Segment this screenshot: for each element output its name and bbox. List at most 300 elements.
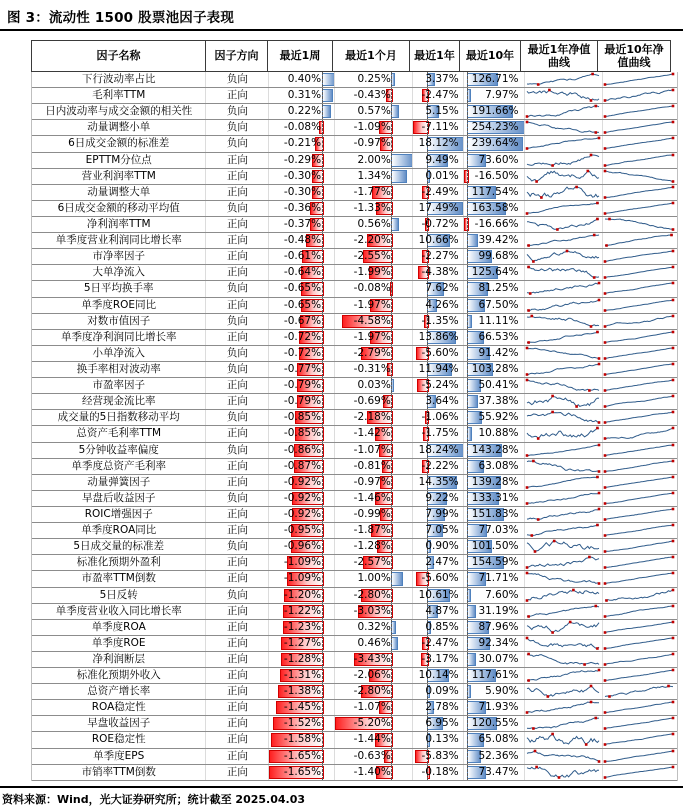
value-text: 163.58%	[471, 201, 519, 214]
table-row	[32, 217, 677, 233]
factor-name-cell: 市销率TTM倒数	[32, 765, 206, 780]
header-last-1y: 最近1年	[409, 40, 460, 72]
nav-sparkline-1y	[525, 330, 601, 345]
nav-sparkline-1y-cell	[525, 475, 603, 490]
value-text: 0.13%	[425, 733, 459, 746]
value-text: 5.90%	[485, 685, 519, 698]
value-text: -0.64%	[283, 266, 322, 279]
last-1y-cell	[413, 507, 464, 522]
table-row	[32, 281, 677, 297]
value-text: -0.72%	[283, 346, 322, 359]
nav-sparkline-1y-cell	[525, 314, 603, 329]
nav-sparkline-10y-cell	[603, 362, 677, 377]
last-1w-cell	[269, 652, 335, 667]
nav-sparkline-1y	[525, 185, 601, 200]
value-text: 52.36%	[478, 749, 519, 762]
nav-sparkline-10y	[603, 765, 675, 780]
value-text: 65.08%	[478, 733, 519, 746]
last-1w-cell	[269, 620, 335, 635]
factor-name-cell: 单季度EPS	[32, 749, 206, 764]
nav-sparkline-1y-cell	[525, 298, 603, 313]
last-1m-cell	[335, 217, 413, 232]
factor-name-cell: 标准化预期外收入	[32, 668, 206, 683]
value-text: -16.66%	[474, 217, 519, 230]
value-text: -0.48%	[283, 234, 322, 247]
factor-name-cell: 单季度ROE	[32, 636, 206, 651]
nav-sparkline-1y-cell	[525, 265, 603, 280]
table-row	[32, 636, 677, 652]
value-text: -0.30%	[283, 185, 322, 198]
last-1y-cell	[413, 684, 464, 699]
factor-direction-cell: 正向	[206, 298, 269, 313]
value-text: -0.18%	[421, 765, 459, 778]
nav-sparkline-1y-cell	[525, 120, 603, 135]
last-1w-cell	[269, 588, 335, 603]
value-text: -1.99%	[353, 266, 391, 279]
factor-direction-cell: 正向	[206, 459, 269, 474]
factor-name-cell: 下行波动率占比	[32, 72, 206, 87]
last-1w-cell	[269, 459, 335, 474]
nav-sparkline-10y-cell	[603, 169, 677, 184]
nav-sparkline-10y-cell	[603, 684, 677, 699]
value-text: 133.31%	[471, 491, 519, 504]
nav-sparkline-10y	[603, 346, 675, 361]
nav-sparkline-10y	[603, 652, 675, 667]
last-1w-cell	[269, 684, 335, 699]
factor-direction-cell: 正向	[206, 249, 269, 264]
factor-direction-cell: 负向	[206, 443, 269, 458]
value-text: 0.31%	[287, 89, 322, 102]
nav-sparkline-10y	[603, 620, 675, 635]
factor-direction-cell: 正向	[206, 620, 269, 635]
value-text: -0.29%	[283, 153, 322, 166]
value-text: -1.44%	[353, 733, 391, 746]
factor-name-cell: 单季度ROA同比	[32, 523, 206, 538]
value-text: -2.55%	[353, 250, 391, 263]
value-text: 13.86%	[418, 330, 459, 343]
value-text: -2.80%	[353, 685, 391, 698]
last-10y-cell	[464, 443, 526, 458]
factor-name-cell: 6日成交金额的标准差	[32, 136, 206, 151]
factor-direction-cell: 正向	[206, 604, 269, 619]
last-1w-cell	[269, 539, 335, 554]
nav-sparkline-1y-cell	[525, 330, 603, 345]
factor-name-cell: 动量弹簧因子	[32, 475, 206, 490]
value-text: -0.92%	[283, 475, 322, 488]
header-last-10y: 最近10年	[459, 40, 521, 72]
value-text: 18.12%	[418, 137, 459, 150]
factor-direction-cell: 正向	[206, 636, 269, 651]
last-1w-cell	[269, 378, 335, 393]
last-1m-cell	[335, 104, 413, 119]
value-text: 50.41%	[478, 379, 519, 392]
factor-name-cell: 对数市值因子	[32, 314, 206, 329]
last-10y-cell	[464, 298, 526, 313]
value-text: -5.20%	[353, 717, 391, 730]
value-text: 117.61%	[471, 669, 519, 682]
nav-sparkline-10y	[603, 507, 675, 522]
value-text: -1.75%	[421, 427, 459, 440]
value-text: -4.58%	[353, 314, 391, 327]
table-row	[32, 620, 677, 636]
factor-direction-cell: 负向	[206, 120, 269, 135]
last-1w-cell	[269, 410, 335, 425]
nav-sparkline-10y	[603, 298, 675, 313]
nav-sparkline-1y	[525, 620, 601, 635]
value-text: -0.92%	[283, 507, 322, 520]
table-row	[32, 104, 677, 120]
factor-direction-cell: 负向	[206, 136, 269, 151]
factor-name-cell: 单季度净利润同比增长率	[32, 330, 206, 345]
nav-sparkline-1y-cell	[525, 136, 603, 151]
nav-sparkline-1y-cell	[525, 394, 603, 409]
factor-name-cell: 大单净流入	[32, 265, 206, 280]
table-row	[32, 394, 677, 410]
value-text: -0.85%	[283, 411, 322, 424]
nav-sparkline-1y	[525, 394, 601, 409]
factor-name-cell: 单季度营业收入同比增长率	[32, 604, 206, 619]
last-1y-cell	[413, 88, 464, 103]
nav-sparkline-10y-cell	[603, 491, 677, 506]
nav-sparkline-1y-cell	[525, 636, 603, 651]
nav-sparkline-10y	[603, 314, 675, 329]
table-row	[32, 539, 677, 555]
factor-direction-cell: 正向	[206, 523, 269, 538]
last-1y-cell	[413, 652, 464, 667]
value-text: 14.35%	[418, 475, 459, 488]
nav-sparkline-1y-cell	[525, 459, 603, 474]
last-10y-cell	[464, 475, 526, 490]
factor-direction-cell: 正向	[206, 153, 269, 168]
last-1y-cell	[413, 636, 464, 651]
value-text: 0.57%	[357, 105, 391, 118]
table-row	[32, 201, 677, 217]
table-row	[32, 362, 677, 378]
factor-direction-cell: 正向	[206, 378, 269, 393]
last-10y-cell	[464, 604, 526, 619]
value-text: -1.09%	[283, 572, 322, 585]
nav-sparkline-10y	[603, 749, 675, 764]
nav-sparkline-1y-cell	[525, 700, 603, 715]
nav-sparkline-10y-cell	[603, 620, 677, 635]
value-text: 63.08%	[478, 459, 519, 472]
nav-sparkline-10y-cell	[603, 233, 677, 248]
table-row	[32, 507, 677, 523]
nav-sparkline-1y	[525, 153, 601, 168]
last-10y-cell	[464, 314, 526, 329]
nav-sparkline-10y	[603, 330, 675, 345]
value-text: 0.03%	[357, 379, 391, 392]
last-1m-cell	[335, 749, 413, 764]
nav-sparkline-1y-cell	[525, 426, 603, 441]
value-text: 4.87%	[425, 604, 459, 617]
value-text: 143.28%	[471, 443, 519, 456]
nav-sparkline-10y	[603, 120, 675, 135]
last-1y-cell	[413, 555, 464, 570]
value-text: -2.57%	[353, 556, 391, 569]
table-row	[32, 555, 677, 571]
value-text: 154.59%	[471, 556, 519, 569]
value-text: -0.97%	[353, 137, 391, 150]
last-1y-cell	[413, 378, 464, 393]
last-1y-cell	[413, 217, 464, 232]
last-1y-cell	[413, 281, 464, 296]
value-text: 0.85%	[425, 620, 459, 633]
value-text: -0.77%	[283, 362, 322, 375]
last-10y-cell	[464, 700, 526, 715]
nav-sparkline-10y	[603, 378, 675, 393]
nav-sparkline-1y-cell	[525, 410, 603, 425]
last-10y-cell	[464, 652, 526, 667]
nav-sparkline-1y-cell	[525, 716, 603, 731]
value-text: -1.52%	[283, 717, 322, 730]
nav-sparkline-10y	[603, 169, 675, 184]
last-1w-cell	[269, 265, 335, 280]
factor-direction-cell: 负向	[206, 104, 269, 119]
last-1y-cell	[413, 539, 464, 554]
last-1m-cell	[335, 507, 413, 522]
factor-direction-cell: 正向	[206, 700, 269, 715]
title-divider	[0, 29, 683, 31]
last-1m-cell	[335, 298, 413, 313]
nav-sparkline-10y	[603, 249, 675, 264]
last-10y-cell	[464, 104, 526, 119]
nav-sparkline-10y	[603, 459, 675, 474]
nav-sparkline-10y-cell	[603, 571, 677, 586]
last-1y-cell	[413, 732, 464, 747]
value-text: 67.50%	[478, 298, 519, 311]
nav-sparkline-10y-cell	[603, 523, 677, 538]
last-1y-cell	[413, 765, 464, 780]
factor-direction-cell: 正向	[206, 765, 269, 780]
value-text: -0.43%	[353, 89, 391, 102]
last-10y-cell	[464, 716, 526, 731]
nav-sparkline-1y-cell	[525, 169, 603, 184]
last-10y-cell	[464, 523, 526, 538]
factor-name-cell: 早盘收益因子	[32, 716, 206, 731]
nav-sparkline-1y	[525, 104, 601, 119]
factor-name-cell: 日内波动率与成交金额的相关性	[32, 104, 206, 119]
last-1m-cell	[335, 555, 413, 570]
last-1m-cell	[335, 410, 413, 425]
nav-sparkline-1y-cell	[525, 555, 603, 570]
nav-sparkline-10y	[603, 265, 675, 280]
value-text: 7.62%	[425, 282, 459, 295]
factor-name-cell: 标准化预期外盈利	[32, 555, 206, 570]
value-text: 0.09%	[425, 685, 459, 698]
last-1w-cell	[269, 426, 335, 441]
last-1y-cell	[413, 330, 464, 345]
last-1y-cell	[413, 249, 464, 264]
value-text: 18.24%	[418, 443, 459, 456]
nav-sparkline-10y-cell	[603, 765, 677, 780]
factor-name-cell: 动量调整大单	[32, 185, 206, 200]
nav-sparkline-1y-cell	[525, 749, 603, 764]
factor-direction-cell: 正向	[206, 732, 269, 747]
nav-sparkline-1y	[525, 684, 601, 699]
value-text: -5.24%	[421, 379, 459, 392]
value-text: 0.46%	[357, 636, 391, 649]
nav-sparkline-1y-cell	[525, 732, 603, 747]
value-text: -1.38%	[283, 685, 322, 698]
value-text: -1.65%	[283, 749, 322, 762]
factor-name-cell: 5日反转	[32, 588, 206, 603]
nav-sparkline-1y	[525, 362, 601, 377]
factor-name-cell: 市净率因子	[32, 249, 206, 264]
table-row	[32, 233, 677, 249]
last-1y-cell	[413, 588, 464, 603]
table-row	[32, 249, 677, 265]
last-1y-cell	[413, 523, 464, 538]
value-text: -0.69%	[353, 395, 391, 408]
value-text: -16.50%	[474, 169, 519, 182]
nav-sparkline-10y-cell	[603, 185, 677, 200]
value-text: -1.06%	[421, 411, 459, 424]
nav-sparkline-1y	[525, 314, 601, 329]
last-10y-cell	[464, 185, 526, 200]
nav-sparkline-1y-cell	[525, 507, 603, 522]
nav-sparkline-10y-cell	[603, 346, 677, 361]
factor-name-cell: 小单净流入	[32, 346, 206, 361]
value-text: -1.27%	[283, 636, 322, 649]
table-row	[32, 120, 677, 136]
last-1m-cell	[335, 233, 413, 248]
last-10y-cell	[464, 732, 526, 747]
last-1w-cell	[269, 330, 335, 345]
value-text: -1.42%	[353, 427, 391, 440]
table-row	[32, 136, 677, 152]
last-1m-cell	[335, 636, 413, 651]
value-text: -0.87%	[283, 459, 322, 472]
nav-sparkline-10y-cell	[603, 72, 677, 87]
factor-direction-cell: 正向	[206, 652, 269, 667]
factor-direction-cell: 正向	[206, 475, 269, 490]
nav-sparkline-1y-cell	[525, 443, 603, 458]
value-text: 99.68%	[478, 250, 519, 263]
nav-sparkline-1y	[525, 459, 601, 474]
table-row	[32, 459, 677, 475]
nav-sparkline-10y-cell	[603, 732, 677, 747]
nav-sparkline-10y	[603, 636, 675, 651]
value-text: 2.78%	[425, 701, 459, 714]
factor-name-cell: 净利润断层	[32, 652, 206, 667]
value-text: -0.61%	[283, 250, 322, 263]
nav-sparkline-10y-cell	[603, 88, 677, 103]
factor-name-cell: 单季度总资产毛利率	[32, 459, 206, 474]
table-row	[32, 604, 677, 620]
nav-sparkline-10y	[603, 732, 675, 747]
factor-name-cell: ROE稳定性	[32, 732, 206, 747]
value-text: 1.34%	[357, 169, 391, 182]
value-text: 10.14%	[418, 669, 459, 682]
value-text: -0.37%	[283, 217, 322, 230]
table-row	[32, 475, 677, 491]
nav-sparkline-10y	[603, 72, 675, 87]
nav-sparkline-1y-cell	[525, 72, 603, 87]
value-text: 125.64%	[471, 266, 519, 279]
nav-sparkline-1y	[525, 410, 601, 425]
value-text: -1.97%	[353, 330, 391, 343]
factor-name-cell: 5日成交量的标准差	[32, 539, 206, 554]
nav-sparkline-10y-cell	[603, 426, 677, 441]
last-1w-cell	[269, 507, 335, 522]
value-text: -0.08%	[353, 282, 391, 295]
factor-direction-cell: 负向	[206, 491, 269, 506]
last-1y-cell	[413, 668, 464, 683]
factor-direction-cell: 正向	[206, 749, 269, 764]
nav-sparkline-1y-cell	[525, 491, 603, 506]
last-10y-cell	[464, 620, 526, 635]
value-text: -0.65%	[283, 282, 322, 295]
value-text: 4.26%	[425, 298, 459, 311]
value-text: -1.45%	[283, 701, 322, 714]
factor-direction-cell: 正向	[206, 169, 269, 184]
table-row	[32, 523, 677, 539]
factor-direction-cell: 正向	[206, 716, 269, 731]
nav-sparkline-1y	[525, 378, 601, 393]
nav-sparkline-1y	[525, 120, 601, 135]
value-text: -0.31%	[353, 362, 391, 375]
nav-sparkline-1y	[525, 636, 601, 651]
factor-direction-cell: 正向	[206, 330, 269, 345]
last-1w-cell	[269, 136, 335, 151]
nav-sparkline-10y-cell	[603, 636, 677, 651]
last-1w-cell	[269, 668, 335, 683]
factor-name-cell: 总资产毛利率TTM	[32, 426, 206, 441]
last-10y-cell	[464, 555, 526, 570]
nav-sparkline-1y	[525, 491, 601, 506]
value-text: 10.66%	[418, 234, 459, 247]
nav-sparkline-1y	[525, 426, 601, 441]
header-nav-curve-10y: 最近10年净值曲线	[597, 40, 671, 72]
last-1m-cell	[335, 426, 413, 441]
value-text: 7.99%	[425, 507, 459, 520]
last-10y-cell	[464, 539, 526, 554]
last-10y-cell	[464, 153, 526, 168]
factor-name-cell: 动量调整小单	[32, 120, 206, 135]
last-1w-cell	[269, 362, 335, 377]
nav-sparkline-10y-cell	[603, 104, 677, 119]
nav-sparkline-1y-cell	[525, 281, 603, 296]
nav-sparkline-10y-cell	[603, 394, 677, 409]
value-text: -0.96%	[283, 540, 322, 553]
nav-sparkline-10y-cell	[603, 217, 677, 232]
last-1y-cell	[413, 169, 464, 184]
figure-title: 图 3：流动性 1500 股票池因子表现	[7, 10, 235, 26]
table-body	[31, 72, 678, 781]
value-text: -3.17%	[421, 652, 459, 665]
value-text: -2.18%	[353, 411, 391, 424]
last-1w-cell	[269, 281, 335, 296]
factor-name-cell: 5分钟收益率偏度	[32, 443, 206, 458]
last-1m-cell	[335, 571, 413, 586]
last-1w-cell	[269, 153, 335, 168]
last-1w-cell	[269, 700, 335, 715]
nav-sparkline-1y	[525, 233, 601, 248]
last-1m-cell	[335, 491, 413, 506]
last-10y-cell	[464, 281, 526, 296]
last-10y-cell	[464, 668, 526, 683]
value-text: 77.03%	[478, 524, 519, 537]
nav-sparkline-10y	[603, 281, 675, 296]
nav-sparkline-10y-cell	[603, 314, 677, 329]
nav-sparkline-10y	[603, 539, 675, 554]
nav-sparkline-1y	[525, 281, 601, 296]
table-row	[32, 153, 677, 169]
last-10y-cell	[464, 684, 526, 699]
footer-divider	[0, 786, 683, 788]
value-text: -1.58%	[283, 733, 322, 746]
